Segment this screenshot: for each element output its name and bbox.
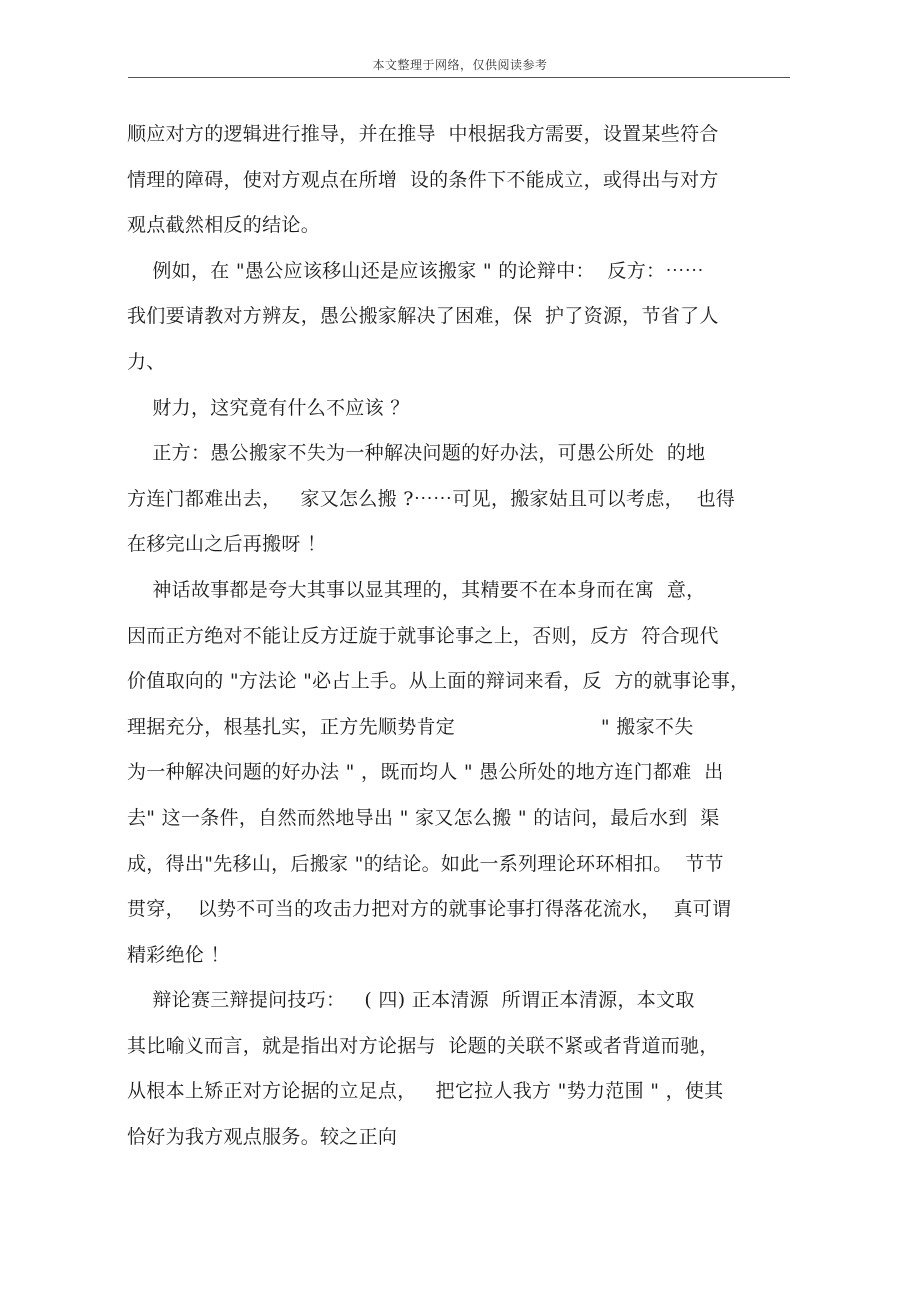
text-line: 正方：愚公搬家不失为一种解决问题的好办法，可愚公所处 的地 (127, 442, 706, 465)
text-line: 贯穿， 以势不可当的攻击力把对方的就事论事打得落花流水， 真可谓 (127, 898, 732, 921)
text-line: 价值取向的 "方法论 "必占上手。从上面的辩词来看，反 方的就事论事， (127, 670, 750, 693)
text-line: 财力，这究竟有什么不应该 ？ (127, 396, 410, 419)
text-line: 我们要请教对方辨友，愚公搬家解决了困难，保 护了资源，节省了人 (127, 305, 719, 328)
text-line: 理据充分，根基扎实，正方先顺势肯定 " 搬家不失 (127, 715, 694, 738)
text-line: 在移完山之后再搬呀 ！ (127, 533, 327, 556)
text-line: 情理的障碍，使对方观点在所增 设的条件下不能成立，或得出与对方 (127, 168, 719, 191)
text-line: 观点截然相反的结论。 (127, 214, 321, 237)
text-line: 顺应对方的逻辑进行推导，并在推导 中根据我方需要，设置某些符合 (127, 123, 719, 145)
page-header: 本文整理于网络，仅供阅读参考 (372, 58, 548, 72)
text-line: 从根本上矫正对方论据的立足点， 把它拉人我方 "势力范围 " ，使其 (127, 1080, 724, 1103)
text-line: 为一种解决问题的好办法 " ，既而均人 " 愚公所处的地方连门都难 出 (127, 761, 724, 784)
text-line: 成，得出"先移山，后搬家 "的结论。如此一系列理论环环相扣。 节节 (127, 852, 724, 875)
text-line: 因而正方绝对不能让反方迂旋于就事论事之上，否则，反方 符合现代 (127, 624, 719, 647)
text-line: 辩论赛三辩提问技巧： ( 四) 正本清源 所谓正本清源，本文取 (127, 989, 695, 1012)
text-line: 力、 (127, 350, 166, 373)
text-line: 其比喻义而言，就是指出对方论据与 论题的关联不紧或者背道而驰， (127, 1034, 719, 1057)
text-line: 方连门都难出去， 家又怎么搬 ?⋯⋯可见，搬家姑且可以考虑， 也得 (127, 487, 736, 510)
header-divider (128, 77, 790, 78)
text-line: 恰好为我方观点服务。较之正向 (127, 1126, 398, 1149)
text-line: 例如，在 "愚公应该移山还是应该搬家 " 的论辩中： 反方：⋯⋯ (127, 259, 704, 282)
text-line: 精彩绝伦 ！ (127, 943, 230, 966)
document-body (127, 112, 827, 1161)
text-line: 神话故事都是夸大其事以显其理的，其精要不在本身而在寓 意， (127, 578, 706, 601)
text-line: 去" 这一条件，自然而然地导出 " 家又怎么搬 " 的诘问，最后水到 渠 (127, 806, 720, 829)
